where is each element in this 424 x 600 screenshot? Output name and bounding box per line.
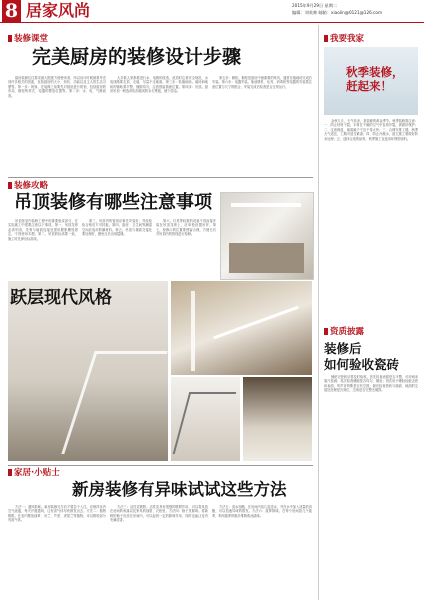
section-label-ceiling: 装修攻略 [8,181,88,191]
masthead-rule [0,22,424,23]
ceiling-text-col2: 第三，吊顶内的管线应事先安装好，并经检验合格后方可封板。第四，厨房、卫生间等潮湿空间应选用防潮材料。第五，吊顶与墙面交接处要处理好，避免日后出现裂缝。 [82,219,152,237]
ceiling-text-col1: 吊顶是室内装修工程中的重要组成部分，在实际施工中需要注意以下事项。第一，吊顶龙骨必须牢固，龙骨与墙面连接处需用膨胀螺栓固定，不得使用木楔。第二，吊顶的标高要一致，施工时先弹出标高线。 [8,219,78,241]
duplex-photo-bottom-left [171,377,240,461]
staircase-shape [61,351,167,454]
main-column [8,25,313,600]
duplex-photo-top-right [171,281,312,375]
page-number: 8 [2,0,21,22]
masthead [0,0,424,23]
sidebar [318,25,421,600]
kitchen-text-col2: 大多数人家都要进行水、电路的改造，改造时注意安全规范，水电线路要走顶、走墙，尽量不走地面。第三步：贴墙地砖。墙砖和地砖的铺贴要平整，缝隙均匀，注意预留插座位置。第四步：吊顶。厨房吊顶一般选用铝扣板或防水石膏板，便于清洁。 [110,76,208,94]
headline-ceiling: 吊顶装修有哪些注意事项 [14,192,212,213]
sidebar-headline-2: 装修后 如何验收瓷砖 [324,341,400,372]
section-label-sidebar: 我要我家 [324,34,419,44]
ceiling-text-col3: 第六，灯具等较重的设备不得直接安装在吊顶龙骨上，应单独设置吊杆。第七，检修口的位置要预留合理，方便日后对吊顶内的管线进行检修。 [156,219,216,237]
section-label-tips: 家居·小贴士 [8,468,98,478]
section-label-decor: 装修课堂 [8,34,88,44]
tips-text-col2: 方法三：活性炭吸附。活性炭具有很强的吸附作用，可以将其放在房间的角落以及家具的抽屉、衣柜里。方法四：柚子皮除味。将新鲜的柚子皮放在房间内，可以起到一定的除味作用，同时也能让室内充满清香。 [110,505,208,523]
headline-tips: 新房装修有异味试试这些方法 [72,480,287,499]
sidebar-text-2: 铺贴完瓷砖后要及时验收。首先检查表面是否平整，可用两米靠尺检测；其次检查缝隙是否均匀、顺直；再次用小锤轻轻敲击瓷砖表面，听声音判断是否有空鼓；最后检查瓷砖与墙面、地面的交接处处理是否到位，边角是否完整无破损。 [324,375,418,393]
section-title: 居家风尚 [26,1,91,20]
duplex-headline: 跃层现代风格 [10,288,112,308]
duplex-photo-main [8,281,168,461]
date-line: 2015年9月29日 星期二 [292,3,338,8]
ceiling-photo [220,192,314,280]
divider [8,465,313,466]
tips-text-col3: 方法五：清水加醋。在房间内放几盆清水，并在水中加入适量的食醋，可以加速异味的散发。方法六：菠萝除味。在每个房间放几个菠萝，利用菠萝的粗纤维吸收油漆味。 [212,505,312,518]
kitchen-text-col1: 厨房装修往往要求最大限度方便使用者，所以设计时候就要考虑到许多相关的因素，包括厨房的大小、形状、功能以及主人的生活习惯等。第一步：规划。在装修之前要先对厨房进行规划，包括厨房的布局、橱柜的样式、电器的摆放位置等。第二步：水、电、气路改造。 [8,76,106,98]
editor-line: 编辑：刘英帅 邮箱：xiaolin@0121@126.com [292,10,383,15]
sidebar-text: 金秋九月，天气转凉，是装修的黄金季节。秋季装修需注意：一、防止材料干裂，木材在干燥的空气中容易开裂，需做好保护；二、注意保湿，墙面腻子不宜干得太快；三、合理安排工期，秋季天气适宜，工期可适当紧凑；四、防止冷凝水，厨卫施工要做好防水处理；五、选择合适的涂料，秋季施工宜选用环保型涂料。 [324,119,418,141]
section-label-sidebar-2: 资质披露 [324,327,419,337]
headline-kitchen: 完美厨房的装修设计步骤 [32,46,242,68]
sidebar-banner-text: 秋季装修， 赶起来！ [346,65,404,93]
sidebar-banner-photo [324,47,418,115]
divider [8,177,313,178]
duplex-photo-bottom-right [243,377,312,461]
kitchen-text-col3: 第五步：橱柜。橱柜是厨房中最重要的家具，通常在墙地砖完成后安装。第六步：电器安装。抽油烟机、灶具、消毒柜等电器的安装要注意位置与尺寸的配合，安装完成后检查是否正常运行。 [212,76,312,89]
tips-text-col1: 方法一：通风散味。新房装修完毕后不要急于入住，应保持室内空气流通，每天开窗通风，让有害气体尽快散发出去。方法二：植物吸附。在室内摆放绿萝、吊兰、芦荟、虎尾兰等植物，可以吸收部分有害气体。 [8,505,106,523]
